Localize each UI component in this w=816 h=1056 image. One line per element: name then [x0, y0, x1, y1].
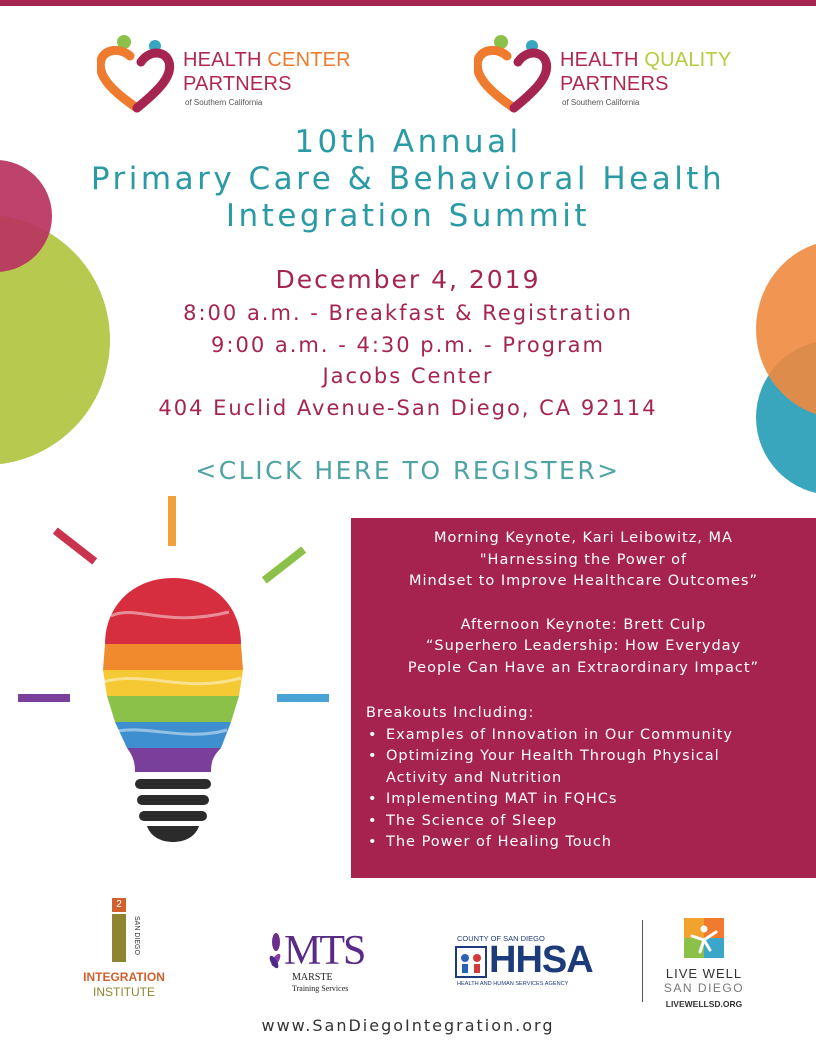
hcp-logo-sub: of Southern California — [185, 98, 263, 107]
hqp-heart-icon — [474, 34, 554, 114]
lightbulb-icon — [15, 494, 335, 874]
afternoon-keynote-title: Afternoon Keynote: Brett Culp — [460, 616, 707, 633]
breakout-item: • Examples of Innovation in Our Community — [366, 725, 816, 747]
i2-badge: 2 — [112, 898, 126, 912]
hhsa-mark: HHSA — [489, 939, 593, 981]
morning-keynote-talk-line-2: Mindset to Improve Healthcare Outcomes” — [409, 573, 758, 589]
venue-address: 404 Euclid Avenue-San Diego, CA 92114 — [158, 395, 658, 420]
hcp-heart-icon — [97, 34, 177, 114]
breakout-item: • The Power of Healing Touch — [366, 832, 816, 854]
mts-logo — [266, 928, 378, 998]
hqp-logo-line1: HEALTH QUALITY — [560, 49, 732, 71]
breakouts-list — [366, 725, 816, 854]
hcp-logo-line2: PARTNERS — [183, 73, 292, 95]
event-details — [0, 262, 816, 424]
mts-mark: MTS — [284, 928, 365, 974]
program-panel — [351, 518, 816, 878]
bulb-base — [135, 779, 211, 842]
mts-name-line-2: Training Services — [292, 984, 349, 993]
livewell-line-2: SAN DIEGO — [663, 981, 745, 995]
mts-flower-icon — [266, 932, 286, 972]
mts-name-line-1: MARSTE — [292, 972, 333, 983]
livewell-line-1: LIVE WELL — [665, 966, 743, 981]
morning-keynote-title: Morning Keynote, Kari Leibowitz, MA — [434, 530, 733, 546]
i2-name-line-1: INTEGRATION — [83, 970, 165, 984]
hcp-logo — [97, 34, 351, 114]
i2-name-line-2: INSTITUTE — [93, 985, 155, 999]
event-date: December 4, 2019 — [275, 265, 541, 294]
livewell-figure-icon — [684, 918, 724, 958]
hqp-logo — [474, 34, 731, 114]
afternoon-keynote-talk-line-2: People Can Have an Extraordinary Impact” — [407, 659, 760, 676]
register-link[interactable]: <CLICK HERE TO REGISTER> — [195, 456, 621, 485]
i2-mark — [112, 914, 126, 962]
summit-title — [0, 124, 816, 235]
breakout-item: • Optimizing Your Health Through Physical Activity and Nutrition — [366, 746, 786, 789]
afternoon-keynote-talk-line-1: “Superhero Leadership: How Everyday — [425, 638, 742, 654]
title-line-3: Integration Summit — [225, 198, 591, 234]
top-accent-bar — [0, 0, 816, 6]
morning-keynote-talk-line-1: "Harnessing the Power of — [479, 551, 688, 568]
venue-name: Jacobs Center — [322, 364, 494, 388]
hqp-logo-line2: PARTNERS — [560, 73, 669, 95]
footer-website-link[interactable]: www.SanDiegoIntegration.org — [261, 1016, 555, 1035]
breakfast-time: 8:00 a.m. - Breakfast & Registration — [183, 301, 633, 325]
hhsa-county-text: COUNTY OF SAN DIEGO — [457, 934, 545, 943]
hhsa-logo — [455, 934, 625, 992]
title-line-2: Primary Care & Behavioral Health — [90, 161, 726, 197]
program-time: 9:00 a.m. - 4:30 p.m. - Program — [211, 332, 605, 357]
integration-institute-logo — [74, 898, 174, 1002]
title-line-1: 10th Annual — [294, 124, 522, 160]
breakout-item: • The Science of Sleep — [366, 811, 816, 833]
hhsa-seal-icon — [455, 946, 487, 978]
sponsor-divider — [642, 920, 643, 1002]
bulb-body — [103, 578, 243, 772]
breakouts-section — [366, 703, 816, 854]
breakout-item: • Implementing MAT in FQHCs — [366, 789, 816, 811]
breakouts-heading: Breakouts Including: — [366, 705, 535, 721]
hqp-logo-sub: of Southern California — [562, 98, 640, 107]
hhsa-agency-text: HEALTH AND HUMAN SERVICES AGENCY — [457, 981, 569, 987]
hcp-logo-line1: HEALTH CENTER — [183, 49, 351, 71]
livewell-logo — [652, 916, 756, 1012]
livewell-url: LIVEWELLSD.ORG — [665, 999, 743, 1009]
i2-side-text: SAN DIEGO — [133, 916, 140, 955]
